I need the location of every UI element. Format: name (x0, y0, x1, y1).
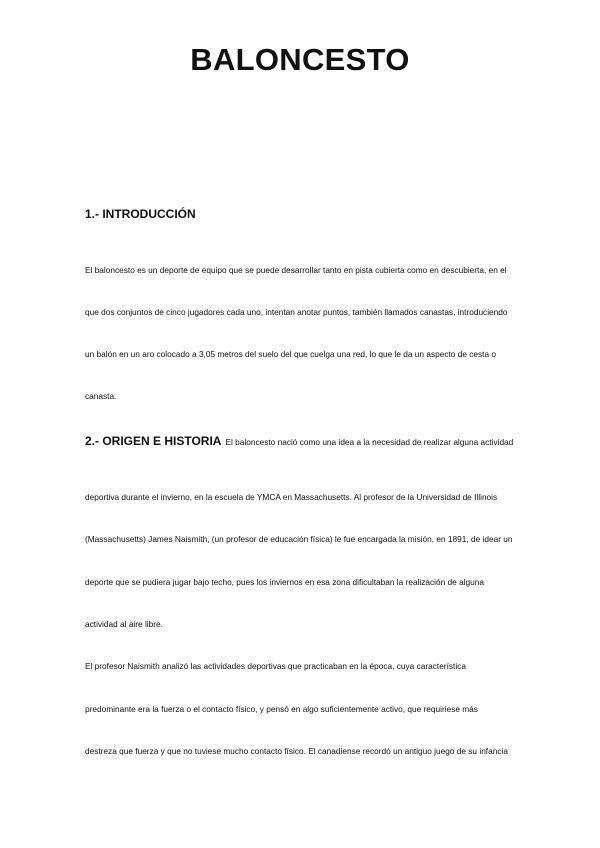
paragraph-line: El baloncesto es un deporte de equipo que se puede desarrollar tanto en pista cubierta como en descubierta, en el (85, 265, 507, 275)
paragraph-line: deporte que se pudiera jugar bajo techo, pues los inviernos en esa zona dificultaban la realización de alguna (85, 577, 484, 587)
paragraph-line: canasta. (85, 391, 117, 401)
paragraph-line: que dos conjuntos de cinco jugadores cada uno, intentan anotar puntos, también llamados canastas, introduciendo (85, 307, 508, 317)
document-title: BALONCESTO (190, 42, 410, 77)
paragraph-line: destreza que fuerza y que no tuviese mucho contacto físico. El canadiense recordó un antiguo juego de su infancia (85, 746, 508, 756)
section-heading-origen-text: 2.- ORIGEN E HISTORIA (85, 434, 222, 448)
paragraph-line: un balón en un aro colocado a 3,05 metros del suelo del que cuelga una red, lo que le da un aspecto de cesta o (85, 349, 496, 359)
section-heading-origen (85, 434, 513, 448)
paragraph-line: deportiva durante el invierno, en la escuela de YMCA en Massachusetts. Al profesor de la Universidad de Illinois (85, 492, 498, 502)
paragraph-line: actividad al aire libre. (85, 619, 163, 629)
paragraph-line: (Massachusetts) James Naismith, (un profesor de educación física) le fue encargada la misión, en 1891, de idear un (85, 534, 513, 544)
paragraph-inline-text: El baloncesto nació como una idea a la necesidad de realizar alguna actividad (225, 437, 514, 447)
section-heading-introduccion: 1.- INTRODUCCIÓN (85, 207, 196, 221)
paragraph-line: El profesor Naismith analizó las actividades deportivas que practicaban en la época, cuya característica (85, 661, 466, 671)
paragraph-line: predominante era la fuerza o el contacto físico, y pensó en algo suficientemente activo, que requiriese más (85, 704, 478, 714)
